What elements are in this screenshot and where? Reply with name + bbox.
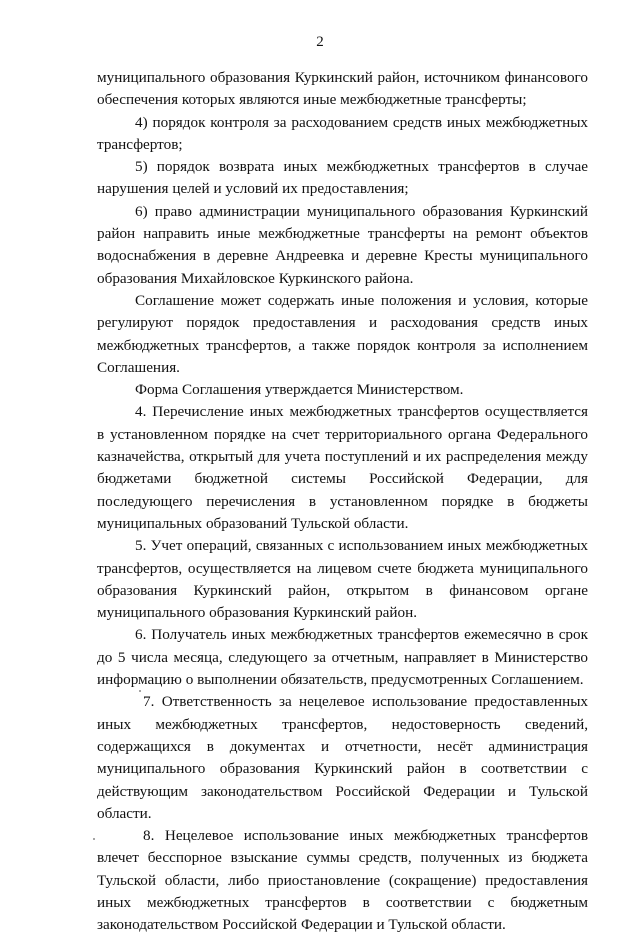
list-item-5: 5) порядок возврата иных межбюджетных трансфертов в случае нарушения целей и условий их предоставления; <box>97 158 588 198</box>
page-number: 2 <box>316 34 324 50</box>
clause-7: 7. Ответственность за нецелевое использование предоставленных иных межбюджетных трансфертов, недостоверность сведений, содержащихся в документах и отчетности, несёт администрация муниципального образования Куркинский район в соответствии с действующим законодательством Российской Федерации и Тульской области. <box>97 693 588 822</box>
scan-speck <box>93 838 95 840</box>
clause-4: 4. Перечисление иных межбюджетных трансфертов осуществляется в установленном порядке на счет территориального органа Федерального казначейства, открытый для учета поступлений и их распределения между бюджетами бюджетной системы Российской Федерации, для последующего перечисления в установленном порядке в бюджеты муниципальных образований Тульской области. <box>97 403 588 532</box>
clause-6: 6. Получатель иных межбюджетных трансфертов ежемесячно в срок до 5 числа месяца, следующего за отчетным, направляет в Министерство информацию о выполнении обязательств, предусмотренных Соглашением. <box>97 626 588 689</box>
document-body <box>97 67 588 937</box>
clause-5: 5. Учет операций, связанных с использованием иных межбюджетных трансфертов, осуществляется на лицевом счете бюджета муниципального образования Куркинский район, открытом в финансовом органе муниципального образования Куркинский район. <box>97 537 588 622</box>
list-item-6: 6) право администрации муниципального образования Куркинский район направить иные межбюджетные трансферты на ремонт объектов водоснабжения в деревне Андреевка и деревне Кресты муниципального образования Михайловское Куркинского района. <box>97 202 588 287</box>
paragraph-agreement-terms: Соглашение может содержать иные положения и условия, которые регулируют порядок предоставления и расходования средств иных межбюджетных трансфертов, а также порядок контроля за исполнением Соглашения. <box>97 291 588 376</box>
scan-speck <box>139 690 141 692</box>
paragraph-agreement-form: Форма Соглашения утверждается Министерством. <box>135 381 464 399</box>
paragraph-continuation: муниципального образования Куркинский район, источником финансового обеспечения которых являются иные межбюджетные трансферты; <box>97 69 588 109</box>
clause-8: 8. Нецелевое использование иных межбюджетных трансфертов влечет бесспорное взыскание суммы средств, полученных из бюджета Тульской области, либо приостановление (сокращение) предоставления иных межбюджетных трансфертов в соответствии с бюджетным законодательством Российской Федерации и Тульской области. <box>97 827 588 934</box>
list-item-4: 4) порядок контроля за расходованием средств иных межбюджетных трансфертов; <box>97 113 588 153</box>
